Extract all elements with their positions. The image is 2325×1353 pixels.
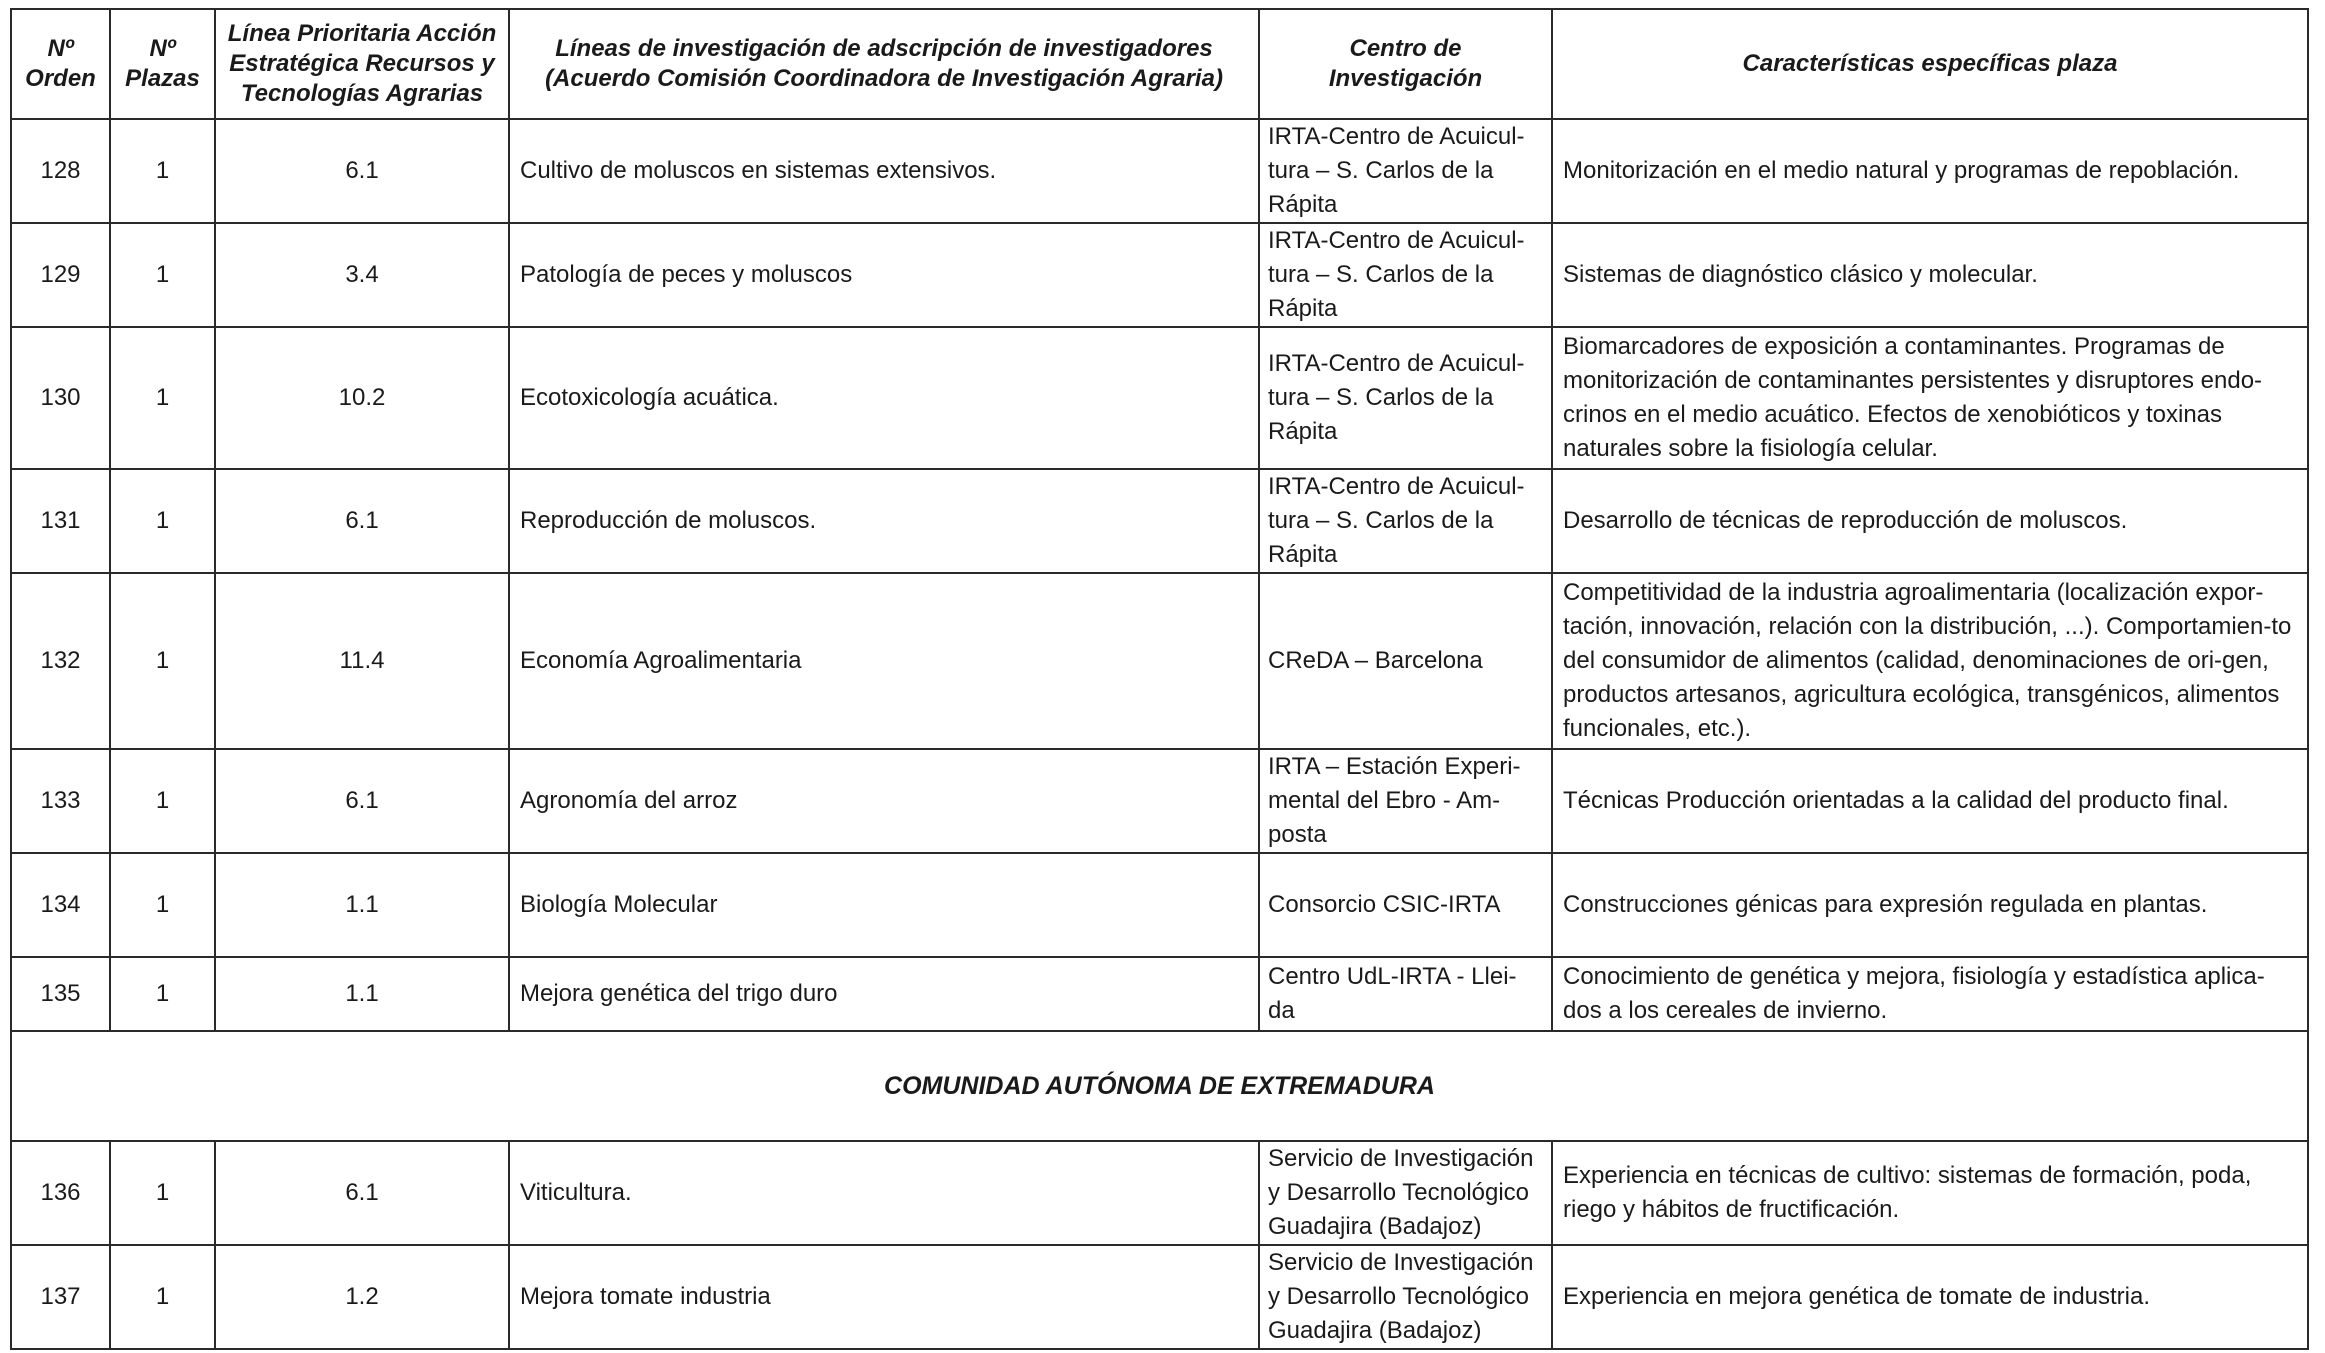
cell-investigacion: Biología Molecular xyxy=(509,853,1259,957)
table-row xyxy=(11,1141,2308,1245)
cell-centro: Consorcio CSIC-IRTA xyxy=(1259,853,1552,957)
cell-investigacion: Mejora tomate industria xyxy=(509,1245,1259,1349)
cell-caracteristicas: Experiencia en técnicas de cultivo: sistemas de formación, poda, riego y hábitos de fructificación. xyxy=(1552,1141,2308,1245)
cell-orden: 137 xyxy=(11,1245,110,1349)
cell-centro: IRTA-Centro de Acuicul-tura – S. Carlos de la Rápita xyxy=(1259,327,1552,469)
cell-plazas: 1 xyxy=(110,119,215,223)
cell-plazas: 1 xyxy=(110,1245,215,1349)
cell-caracteristicas: Conocimiento de genética y mejora, fisiología y estadística aplica-dos a los cereales de invierno. xyxy=(1552,957,2308,1031)
cell-linea: 6.1 xyxy=(215,469,509,573)
table-row xyxy=(11,957,2308,1031)
cell-orden: 132 xyxy=(11,573,110,749)
table-row xyxy=(11,1245,2308,1349)
cell-caracteristicas: Experiencia en mejora genética de tomate de industria. xyxy=(1552,1245,2308,1349)
cell-linea: 6.1 xyxy=(215,1141,509,1245)
cell-plazas: 1 xyxy=(110,1141,215,1245)
cell-orden: 135 xyxy=(11,957,110,1031)
cell-orden: 131 xyxy=(11,469,110,573)
table-row xyxy=(11,749,2308,853)
section-row xyxy=(11,1031,2308,1141)
table-row xyxy=(11,327,2308,469)
cell-linea: 1.1 xyxy=(215,853,509,957)
cell-investigacion: Reproducción de moluscos. xyxy=(509,469,1259,573)
cell-plazas: 1 xyxy=(110,327,215,469)
cell-centro: IRTA-Centro de Acuicul-tura – S. Carlos de la Rápita xyxy=(1259,119,1552,223)
cell-linea: 11.4 xyxy=(215,573,509,749)
cell-caracteristicas: Biomarcadores de exposición a contaminantes. Programas de monitorización de contaminantes persistentes y disruptores endo-crinos en el medio acuático. Efectos de xenobióticos y toxinas naturales sobre la fisiología celular. xyxy=(1552,327,2308,469)
table-row xyxy=(11,223,2308,327)
cell-linea: 1.1 xyxy=(215,957,509,1031)
cell-linea: 10.2 xyxy=(215,327,509,469)
header-plazas: Nº Plazas xyxy=(110,9,215,119)
cell-plazas: 1 xyxy=(110,223,215,327)
cell-investigacion: Ecotoxicología acuática. xyxy=(509,327,1259,469)
header-caracteristicas: Características específicas plaza xyxy=(1552,9,2308,119)
cell-plazas: 1 xyxy=(110,957,215,1031)
cell-plazas: 1 xyxy=(110,469,215,573)
cell-caracteristicas: Construcciones génicas para expresión regulada en plantas. xyxy=(1552,853,2308,957)
cell-orden: 129 xyxy=(11,223,110,327)
cell-orden: 133 xyxy=(11,749,110,853)
header-row xyxy=(11,9,2308,119)
table-row xyxy=(11,119,2308,223)
cell-orden: 134 xyxy=(11,853,110,957)
cell-centro: IRTA-Centro de Acuicul-tura – S. Carlos de la Rápita xyxy=(1259,469,1552,573)
table-row xyxy=(11,853,2308,957)
cell-centro: IRTA – Estación Experi-mental del Ebro - Am-posta xyxy=(1259,749,1552,853)
section-title: COMUNIDAD AUTÓNOMA DE EXTREMADURA xyxy=(11,1031,2308,1141)
cell-caracteristicas: Competitividad de la industria agroalimentaria (localización expor-tación, innovación, relación con la distribución, ...). Comportamien-to del consumidor de alimentos (calidad, denominaciones de ori-gen, productos artesanos, agricultura ecológica, transgénicos, alimentos funcionales, etc.). xyxy=(1552,573,2308,749)
cell-centro: CReDA – Barcelona xyxy=(1259,573,1552,749)
cell-investigacion: Economía Agroalimentaria xyxy=(509,573,1259,749)
cell-investigacion: Patología de peces y moluscos xyxy=(509,223,1259,327)
cell-investigacion: Cultivo de moluscos en sistemas extensivos. xyxy=(509,119,1259,223)
cell-plazas: 1 xyxy=(110,853,215,957)
cell-caracteristicas: Desarrollo de técnicas de reproducción de moluscos. xyxy=(1552,469,2308,573)
cell-caracteristicas: Técnicas Producción orientadas a la calidad del producto final. xyxy=(1552,749,2308,853)
header-lineas-investigacion: Líneas de investigación de adscripción de investigadores (Acuerdo Comisión Coordinadora de Investigación Agraria) xyxy=(509,9,1259,119)
cell-centro: IRTA-Centro de Acuicul-tura – S. Carlos de la Rápita xyxy=(1259,223,1552,327)
cell-centro: Servicio de Investigación y Desarrollo Tecnológico Guadajira (Badajoz) xyxy=(1259,1141,1552,1245)
header-orden: Nº Orden xyxy=(11,9,110,119)
header-linea-prioritaria: Línea Prioritaria Acción Estratégica Recursos y Tecnologías Agrarias xyxy=(215,9,509,119)
plazas-table xyxy=(10,8,2309,1350)
cell-orden: 136 xyxy=(11,1141,110,1245)
cell-linea: 6.1 xyxy=(215,119,509,223)
cell-caracteristicas: Sistemas de diagnóstico clásico y molecular. xyxy=(1552,223,2308,327)
header-centro: Centro de Investigación xyxy=(1259,9,1552,119)
cell-centro: Servicio de Investigación y Desarrollo Tecnológico Guadajira (Badajoz) xyxy=(1259,1245,1552,1349)
cell-investigacion: Agronomía del arroz xyxy=(509,749,1259,853)
cell-linea: 3.4 xyxy=(215,223,509,327)
cell-plazas: 1 xyxy=(110,573,215,749)
cell-orden: 128 xyxy=(11,119,110,223)
cell-linea: 6.1 xyxy=(215,749,509,853)
cell-linea: 1.2 xyxy=(215,1245,509,1349)
cell-investigacion: Viticultura. xyxy=(509,1141,1259,1245)
cell-centro: Centro UdL-IRTA - Llei-da xyxy=(1259,957,1552,1031)
table-row xyxy=(11,573,2308,749)
cell-orden: 130 xyxy=(11,327,110,469)
table-row xyxy=(11,469,2308,573)
cell-plazas: 1 xyxy=(110,749,215,853)
cell-caracteristicas: Monitorización en el medio natural y programas de repoblación. xyxy=(1552,119,2308,223)
cell-investigacion: Mejora genética del trigo duro xyxy=(509,957,1259,1031)
